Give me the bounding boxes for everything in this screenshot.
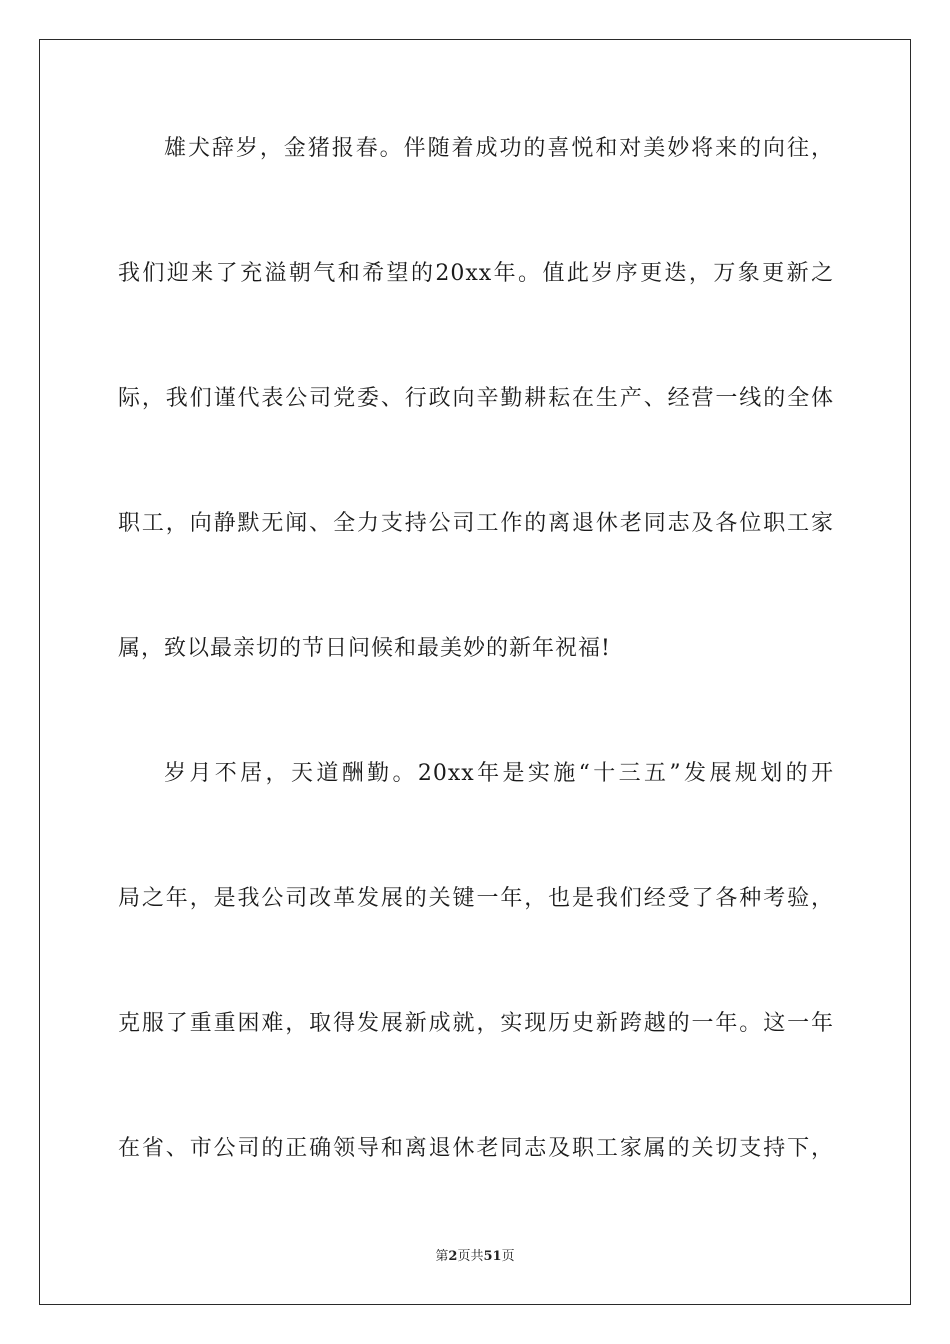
footer-page-number: 2 bbox=[448, 1249, 458, 1264]
page-border bbox=[39, 39, 911, 1305]
footer-page-prefix: 第 bbox=[435, 1249, 449, 1264]
paragraph-2-line-2: 局之年，是我公司改革发展的关键一年，也是我们经受了各种考验， bbox=[118, 886, 834, 911]
paragraph-1-line-3: 际，我们谨代表公司党委、行政向辛勤耕耘在生产、经营一线的全体 bbox=[118, 386, 834, 411]
footer-page-suffix: 页 bbox=[457, 1249, 471, 1264]
footer-total-prefix: 共 bbox=[470, 1249, 484, 1264]
paragraph-1-line-2: 我们迎来了充溢朝气和希望的20xx年。值此岁序更迭，万象更新之 bbox=[118, 261, 834, 286]
page-footer bbox=[0, 1249, 950, 1265]
paragraph-2-line-3: 克服了重重困难，取得发展新成就，实现历史新跨越的一年。这一年 bbox=[118, 1011, 834, 1036]
paragraph-1-line-4: 职工，向静默无闻、全力支持公司工作的离退休老同志及各位职工家 bbox=[118, 511, 834, 536]
footer-total-pages: 51 bbox=[483, 1249, 502, 1264]
footer-total-suffix: 页 bbox=[501, 1249, 515, 1264]
paragraph-2-line-4: 在省、市公司的正确领导和离退休老同志及职工家属的关切支持下， bbox=[118, 1136, 834, 1161]
paragraph-1-line-1: 雄犬辞岁，金猪报春。伴随着成功的喜悦和对美妙将来的向往， bbox=[164, 136, 834, 161]
paragraph-2-line-1: 岁月不居，天道酬勤。20xx年是实施“十三五”发展规划的开 bbox=[164, 761, 834, 786]
paragraph-1-line-5: 属，致以最亲切的节日问候和最美妙的新年祝福! bbox=[118, 636, 611, 661]
